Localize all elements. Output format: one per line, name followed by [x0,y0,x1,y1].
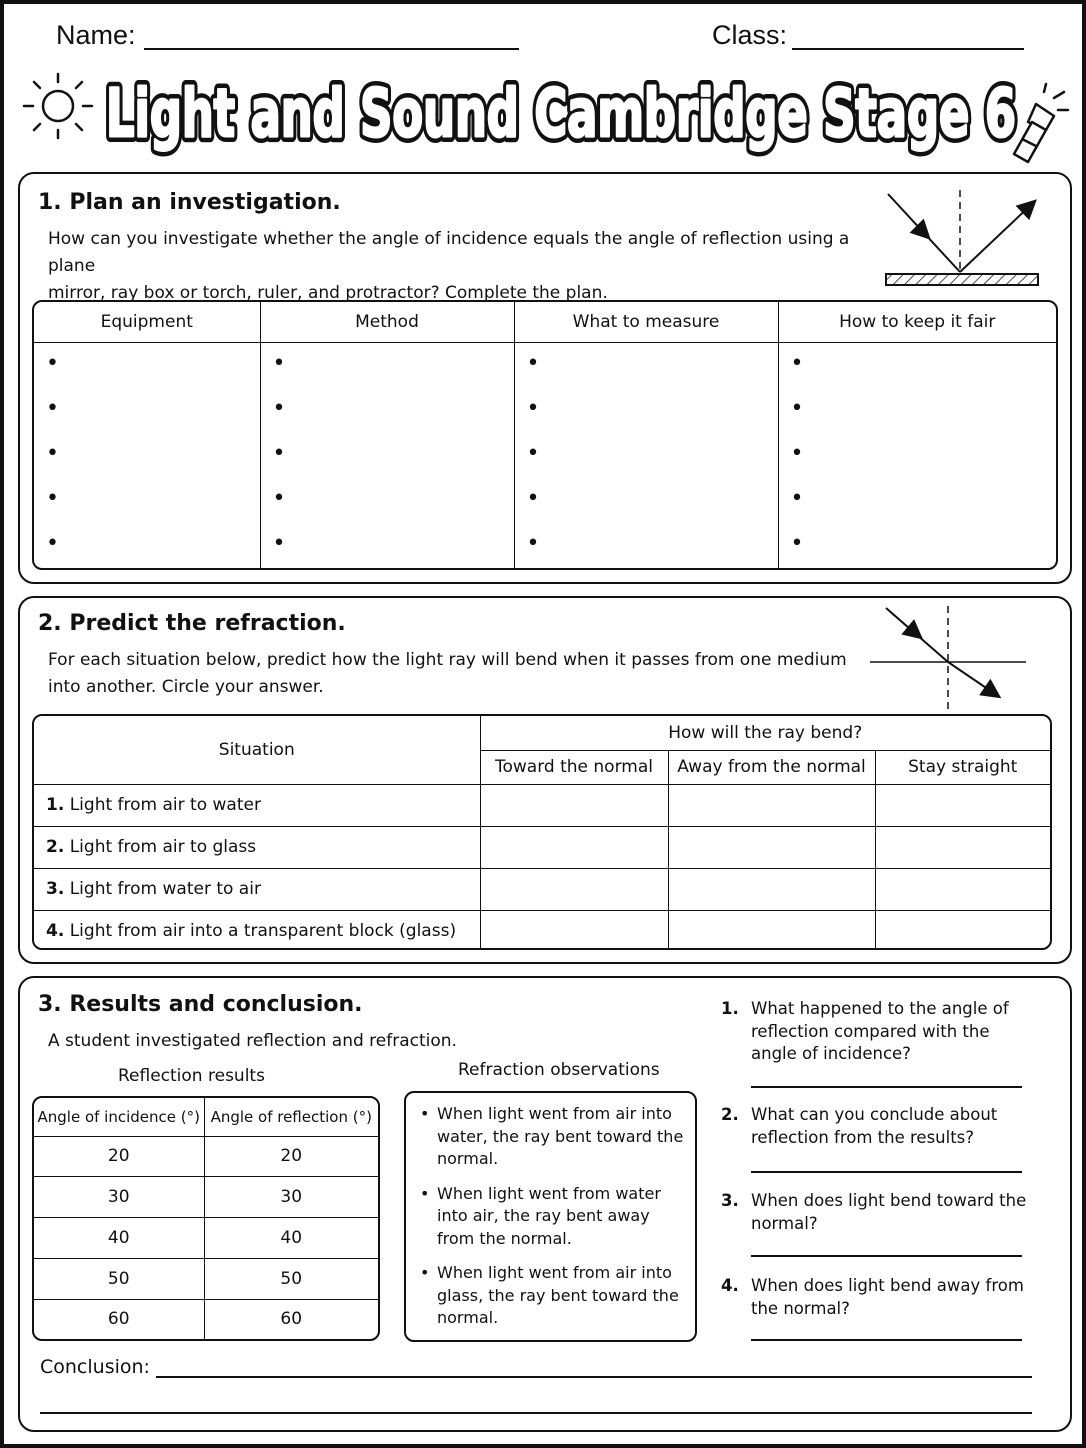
reflection-results-table [32,1096,380,1341]
bullet: • [526,395,540,421]
conclusion-line-1[interactable] [156,1376,1032,1378]
bullet: • [526,485,540,511]
situation-text: Light from air into a transparent block (glass) [69,921,457,942]
sun-icon [18,70,98,142]
section1-heading [38,190,341,215]
bullet: • [46,350,59,376]
reflection-value: 40 [204,1218,378,1259]
conclusion-label: Conclusion: [40,1356,150,1378]
option-header-toward: Toward the normal [480,750,668,784]
name-label: Name: [56,20,136,50]
bullet: • [46,530,59,556]
equipment-cell[interactable] [34,342,260,570]
question-text: What can you conclude about reflection from the results? [751,1105,998,1147]
bend-group-header: How will the ray bend? [480,716,1050,750]
section2-heading [38,611,346,636]
svg-text:Light and Sound Cambridge Stag: Light and Sound Cambridge Stage 6 [106,75,1016,152]
section3-title: Results and conclusion. [69,992,363,1017]
answer-cell-away[interactable] [668,868,875,910]
column-header-equipment: Equipment [34,302,260,342]
section2-instructions [48,647,868,701]
svg-text:Light and Sound Cambridge Stag: Light and Sound Cambridge Stage 6 [106,75,1016,152]
section3-heading [38,992,363,1017]
answer-cell-toward[interactable] [480,826,668,868]
bullet: • [46,485,59,511]
incidence-value: 50 [34,1258,204,1299]
answer-cell-away[interactable] [668,910,875,950]
answer-cell-toward[interactable] [480,784,668,826]
question-text: When does light bend away from the normal? [751,1276,1024,1318]
bullet: • [272,395,286,421]
answer-cell-away[interactable] [668,784,875,826]
plan-table [32,300,1058,570]
bullet: • [790,350,804,376]
column-header-what-to-measure: What to measure [514,302,778,342]
bullet: • [790,485,804,511]
section2-instructions-line1: For each situation below, predict how the light ray will bend when it passes from one medium [48,650,847,670]
section3-intro: A student investigated reflection and refraction. [48,1031,457,1051]
question-number: 4. [721,1276,739,1295]
situation-text: Light from air to glass [69,837,257,857]
bullet: • [526,350,540,376]
answer-line-2[interactable] [751,1171,1022,1173]
refraction-observations-caption: Refraction observations [458,1060,660,1080]
answer-cell-straight[interactable] [875,826,1050,868]
answer-cell-straight[interactable] [875,784,1050,826]
class-label: Class: [712,20,788,50]
observation-item: • When light went from air into water, the ray bent toward the normal. [410,1103,685,1171]
question-number: 2. [721,1105,739,1124]
incidence-value: 20 [34,1136,204,1177]
fair-test-cell[interactable] [778,342,1056,570]
answer-line-3[interactable] [751,1255,1022,1257]
section2-instructions-line2: into another. Circle your answer. [48,677,324,697]
conclusion-line-2[interactable] [40,1412,1032,1414]
bullet: • [272,530,286,556]
observation-item: • When light went from water into air, the ray bent away from the normal. [410,1183,685,1251]
bullet: • [272,485,286,511]
section1-number: 1. [38,190,62,215]
what-to-measure-cell[interactable] [514,342,778,570]
row-number: 3. [46,879,65,899]
question-text: When does light bend toward the normal? [751,1191,1027,1233]
situation-cell [34,826,480,868]
row-number: 2. [46,837,65,857]
bullet: • [526,530,540,556]
section1-instructions-line2: mirror, ray box or torch, ruler, and protractor? Complete the plan. [48,283,608,303]
situation-text: Light from air to water [69,795,261,815]
name-field[interactable] [144,48,519,50]
class-field[interactable] [792,48,1024,50]
reflection-results-caption: Reflection results [118,1066,265,1086]
bullet-list [790,350,1057,571]
bullet: • [790,440,804,466]
method-cell[interactable] [260,342,514,570]
question-number: 3. [721,1191,739,1210]
question-text: What happened to the angle of reflection compared with the angle of incidence? [751,999,1009,1063]
section1-instructions [48,226,898,307]
refraction-diagram-icon [866,604,1030,712]
column-header-method: Method [260,302,514,342]
bullet: • [526,440,540,466]
section1-title: Plan an investigation. [69,190,341,215]
section3-number: 3. [38,992,62,1017]
section2-number: 2. [38,611,62,636]
bullet: • [272,350,286,376]
option-header-away: Away from the normal [668,750,875,784]
incidence-value: 60 [34,1299,204,1339]
situation-header: Situation [34,716,480,784]
answer-line-1[interactable] [751,1086,1022,1088]
situation-cell [34,784,480,826]
incidence-header: Angle of incidence (°) [34,1098,204,1136]
question-number: 1. [721,999,739,1018]
incidence-value: 40 [34,1218,204,1259]
answer-cell-straight[interactable] [875,868,1050,910]
section1-instructions-line1: How can you investigate whether the angle of incidence equals the angle of reflection using a plane [48,229,850,276]
bullet: • [46,395,59,421]
bullet-list [272,350,514,571]
row-number: 4. [46,921,65,942]
bullet: • [790,395,804,421]
worksheet-title [96,62,1026,162]
bullet: • [272,440,286,466]
bullet: • [46,440,59,466]
incidence-value: 30 [34,1177,204,1218]
section2-title: Predict the refraction. [69,611,346,636]
prediction-table [32,714,1052,950]
reflection-value: 60 [204,1299,378,1339]
answer-cell-toward[interactable] [480,868,668,910]
column-header-fairness: How to keep it fair [778,302,1056,342]
reflection-diagram-icon [878,186,1048,290]
answer-cell-away[interactable] [668,826,875,868]
situation-cell [34,868,480,910]
answer-line-4[interactable] [751,1339,1022,1341]
bullet-list [526,350,778,571]
reflection-value: 50 [204,1258,378,1299]
option-header-straight: Stay straight [875,750,1050,784]
bullet: • [790,530,804,556]
reflection-value: 30 [204,1177,378,1218]
reflection-header: Angle of reflection (°) [204,1098,378,1136]
flashlight-icon [1006,82,1076,172]
row-number: 1. [46,795,65,815]
answer-cell-straight[interactable] [875,910,1050,950]
refraction-observations-box [404,1091,697,1342]
situation-cell [34,910,480,950]
answer-cell-toward[interactable] [480,910,668,950]
situation-text: Light from water to air [69,879,261,899]
reflection-value: 20 [204,1136,378,1177]
observation-item: • When light went from air into glass, the ray bent toward the normal. [410,1262,685,1330]
bullet-list [46,350,260,571]
